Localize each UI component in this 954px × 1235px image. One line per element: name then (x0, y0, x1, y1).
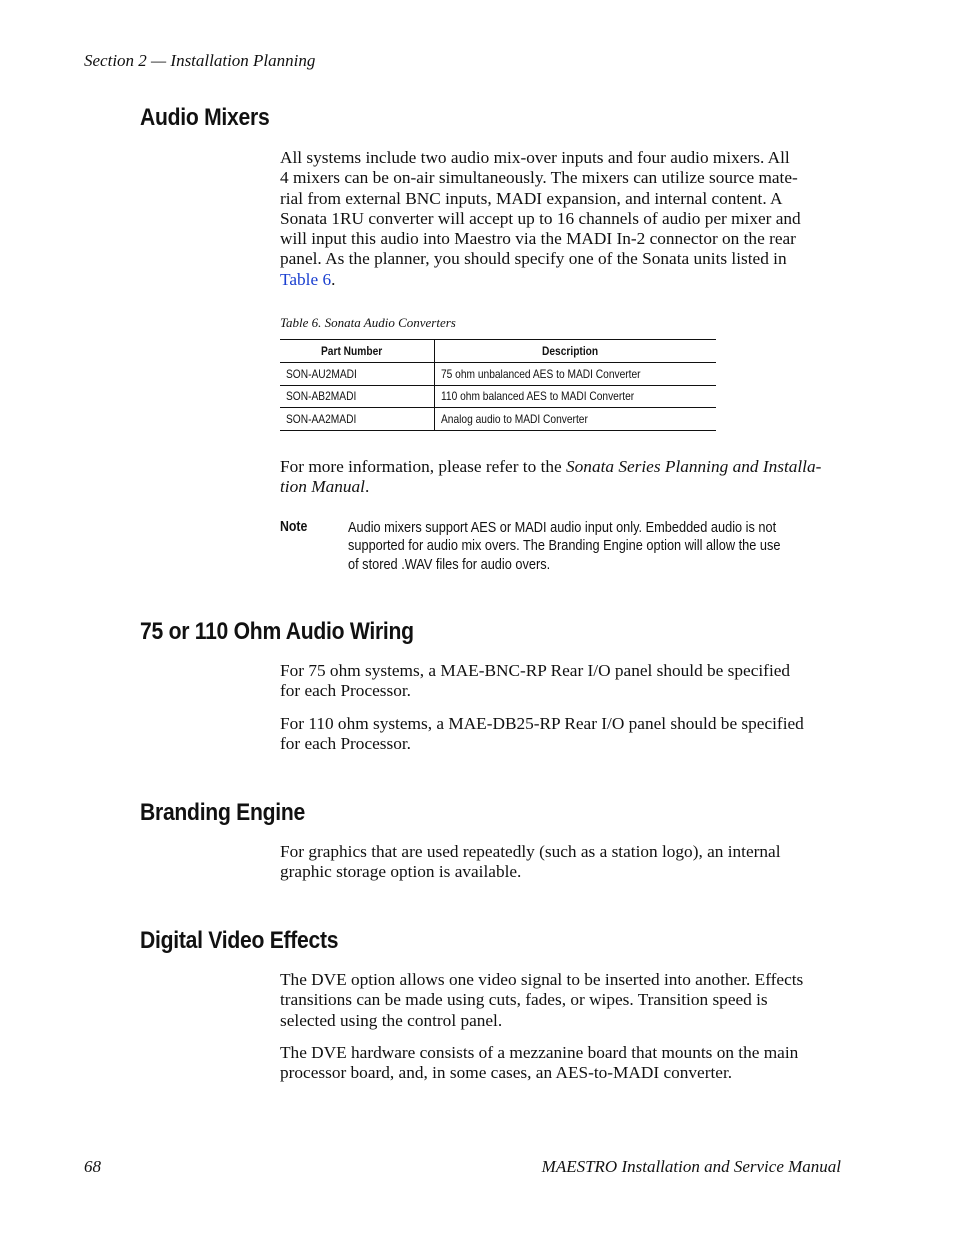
table-6-link[interactable]: Table 6 (280, 269, 332, 289)
header-label: Description (542, 344, 599, 358)
manual-reference: Sonata Series Planning and Installa- (566, 457, 822, 476)
note-line (348, 519, 888, 537)
part-number-cell (280, 385, 435, 408)
cell-text: SON-AA2MADI (286, 411, 357, 426)
running-head: Section 2 — Installation Planning (84, 51, 316, 70)
table-row (280, 408, 716, 431)
heading-audio-wiring: 75 or 110 Ohm Audio Wiring (140, 618, 414, 645)
line: processor board, and, in some cases, an AES-to-MADI converter. (280, 1063, 733, 1083)
line: panel. As the planner, you should specify one of the Sonata units listed in (280, 249, 787, 269)
note-line (348, 556, 888, 574)
description-cell (435, 385, 717, 408)
line (280, 457, 845, 477)
line: for each Processor. (280, 681, 412, 701)
cell-text: 75 ohm unbalanced AES to MADI Converter (441, 366, 641, 381)
note-line-text: Audio mixers support AES or MADI audio input only. Embedded audio is not (348, 520, 777, 536)
line: selected using the control panel. (280, 1010, 503, 1030)
heading-digital-video-effects: Digital Video Effects (140, 927, 339, 954)
line: The DVE hardware consists of a mezzanine board that mounts on the main (280, 1043, 799, 1062)
line: graphic storage option is available. (280, 862, 522, 882)
line (280, 477, 845, 497)
line: The DVE option allows one video signal to be inserted into another. Effects (280, 970, 804, 989)
description-cell (435, 363, 717, 386)
wiring-paragraph-1 (280, 661, 845, 702)
branding-paragraph (280, 842, 845, 883)
table-row (280, 385, 716, 408)
note-label-text: Note (280, 519, 308, 535)
cell-text: SON-AU2MADI (286, 366, 357, 381)
table-caption: Table 6. Sonata Audio Converters (280, 315, 456, 330)
line: For 110 ohm systems, a MAE-DB25-RP Rear I/O panel should be specified (280, 714, 804, 733)
header-description (435, 340, 717, 363)
header-label: Part Number (320, 344, 383, 358)
wiring-paragraph-2 (280, 714, 845, 755)
note-text (348, 519, 888, 574)
line: For graphics that are used repeatedly (such as a station logo), an internal (280, 842, 781, 861)
header-part-number (280, 340, 435, 363)
line: 4 mixers can be on-air simultaneously. The mixers can utilize source mate- (280, 168, 798, 188)
heading-audio-mixers: Audio Mixers (140, 104, 270, 131)
note-line (348, 537, 888, 555)
part-number-cell (280, 408, 435, 431)
manual-reference-cont: tion Manual (280, 477, 365, 497)
note-label (280, 519, 312, 535)
line: Sonata 1RU converter will accept up to 16 channels of audio per mixer and (280, 208, 801, 228)
cell-text: SON-AB2MADI (286, 389, 357, 404)
dve-paragraph-1 (280, 970, 845, 1031)
line: All systems include two audio mix-over inputs and four audio mixers. All (280, 148, 790, 167)
line (280, 270, 845, 290)
cell-text: Analog audio to MADI Converter (441, 411, 588, 426)
more-info-prefix: For more information, please refer to the (280, 457, 567, 476)
more-info-paragraph (280, 457, 845, 498)
table-row (280, 363, 716, 386)
cell-text: 110 ohm balanced AES to MADI Converter (441, 389, 635, 404)
audio-mixers-paragraph (280, 148, 845, 290)
sonata-converters-table (280, 339, 716, 431)
page-number: 68 (84, 1157, 101, 1176)
manual-title: MAESTRO Installation and Service Manual (541, 1157, 841, 1176)
line: rial from external BNC inputs, MADI expansion, and internal content. A (280, 188, 783, 208)
period: . (364, 477, 370, 497)
description-cell (435, 408, 717, 431)
line: will input this audio into Maestro via the MADI In-2 connector on the rear (280, 229, 796, 249)
period: . (331, 269, 336, 289)
note-line-text: supported for audio mix overs. The Branding Engine option will allow the use (348, 538, 781, 555)
table-header-row (280, 340, 716, 363)
part-number-cell (280, 363, 435, 386)
line: transitions can be made using cuts, fades, or wipes. Transition speed is (280, 990, 768, 1010)
heading-branding-engine: Branding Engine (140, 799, 306, 826)
dve-paragraph-2 (280, 1043, 845, 1084)
line: for each Processor. (280, 734, 412, 754)
line: For 75 ohm systems, a MAE-BNC-RP Rear I/O panel should be specified (280, 661, 791, 680)
note-line-text: of stored .WAV files for audio overs. (348, 556, 551, 573)
